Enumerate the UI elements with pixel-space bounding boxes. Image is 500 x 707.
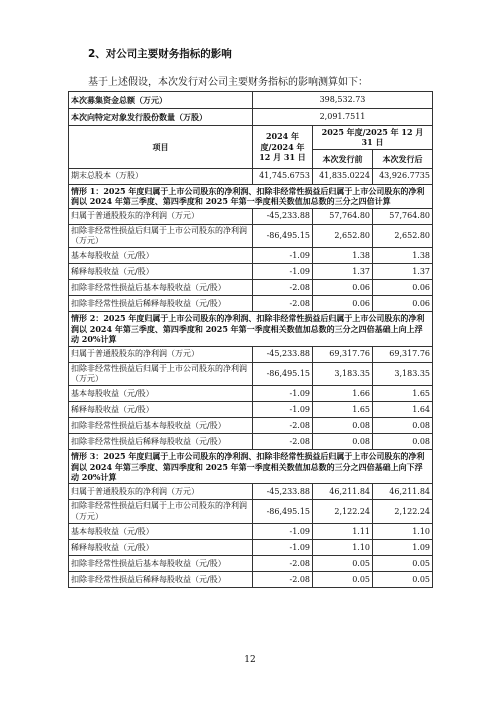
value-before-issue: 0.06 — [313, 296, 373, 312]
table-row — [69, 540, 433, 556]
row-label: 归属于普通股股东的净利润（万元） — [69, 346, 253, 362]
value-2024: -1.09 — [253, 386, 313, 402]
intro-paragraph: 基于上述假设，本次发行对公司主要财务指标的影响测算如下： — [88, 77, 368, 88]
row-label: 基本每股收益（元/股） — [69, 524, 253, 540]
table-row — [69, 524, 433, 540]
header-2024: 2024 年度/2024 年 12 月 31 日 — [253, 126, 313, 169]
value-before-issue: 0.05 — [313, 572, 373, 588]
total-shares-label: 期末总股本（万股） — [69, 168, 253, 184]
table-row — [69, 386, 433, 402]
value-2024: -2.08 — [253, 556, 313, 572]
table-row — [69, 434, 433, 450]
value-before-issue: 1.65 — [313, 402, 373, 418]
row-label: 扣除非经常性损益后基本每股收益（元/股） — [69, 556, 253, 572]
value-before-issue: 1.11 — [313, 524, 373, 540]
value-after-issue: 0.05 — [373, 572, 433, 588]
value-2024: -86,495.15 — [253, 362, 313, 386]
row-label: 归属于普通股股东的净利润（万元） — [69, 484, 253, 500]
value-before-issue: 0.08 — [313, 434, 373, 450]
table-row — [69, 280, 433, 296]
value-2024: -1.09 — [253, 264, 313, 280]
scenario-title-row — [69, 312, 433, 346]
row-label: 扣除非经常性损益后稀释每股收益（元/股） — [69, 572, 253, 588]
row-label: 扣除非经常性损益后稀释每股收益（元/股） — [69, 296, 253, 312]
header-2025: 2025 年度/2025 年 12 月 31 日 — [313, 126, 433, 150]
value-after-issue: 0.08 — [373, 418, 433, 434]
scenario-title: 情形 3：2025 年度归属于上市公司股东的净利润、扣除非经常性损益后归属于上市公司股东的净利润以 2024 年第三季度、第四季度和 2025 年第一季度相关数值加总数的三分之四倍基础上向下浮动 20%计算 — [69, 450, 433, 484]
value-after-issue: 2,652.80 — [373, 224, 433, 248]
header-after-issue: 本次发行后 — [373, 149, 433, 168]
value-2024: -2.08 — [253, 418, 313, 434]
value-before-issue: 0.05 — [313, 556, 373, 572]
row-label: 扣除非经常性损益后稀释每股收益（元/股） — [69, 434, 253, 450]
table-header-row — [69, 126, 433, 150]
value-before-issue: 1.37 — [313, 264, 373, 280]
value-before-issue: 57,764.80 — [313, 208, 373, 224]
value-2024: -2.08 — [253, 280, 313, 296]
value-after-issue: 1.65 — [373, 386, 433, 402]
value-2024: -2.08 — [253, 296, 313, 312]
value-after-issue: 1.38 — [373, 248, 433, 264]
table-row — [69, 109, 433, 126]
value-before-issue: 1.38 — [313, 248, 373, 264]
header-item: 项目 — [69, 126, 253, 169]
value-2024: -1.09 — [253, 248, 313, 264]
value-after-issue: 3,183.35 — [373, 362, 433, 386]
financial-impact-table — [68, 91, 433, 588]
value-after-issue: 2,122.24 — [373, 500, 433, 524]
row-label: 归属于普通股股东的净利润（万元） — [69, 208, 253, 224]
row-label: 基本每股收益（元/股） — [69, 386, 253, 402]
value-2024: -86,495.15 — [253, 500, 313, 524]
total-shares-before: 41,835.0224 — [313, 168, 373, 184]
table-row — [69, 418, 433, 434]
row-label: 扣除非经常性损益后归属于上市公司股东的净利润（万元） — [69, 500, 253, 524]
scenario-title: 情形 1：2025 年度归属于上市公司股东的净利润、扣除非经常性损益后归属于上市公司股东的净利润以 2024 年第三季度、第四季度和 2025 年第一季度相关数值加总数的三分之四倍计算 — [69, 184, 433, 208]
scenario-title-row — [69, 184, 433, 208]
value-after-issue: 0.08 — [373, 434, 433, 450]
value-after-issue: 0.06 — [373, 280, 433, 296]
value-2024: -45,233.88 — [253, 208, 313, 224]
value-after-issue: 57,764.80 — [373, 208, 433, 224]
table-row — [69, 208, 433, 224]
row-label: 扣除非经常性损益后基本每股收益（元/股） — [69, 418, 253, 434]
value-before-issue: 1.10 — [313, 540, 373, 556]
value-2024: -1.09 — [253, 402, 313, 418]
value-2024: -2.08 — [253, 434, 313, 450]
raise-amount-value: 398,532.73 — [253, 92, 433, 109]
section-heading: 2、对公司主要财务指标的影响 — [88, 48, 232, 60]
table-row — [69, 362, 433, 386]
table-row — [69, 402, 433, 418]
issue-shares-label: 本次向特定对象发行股份数量（万股） — [69, 109, 253, 126]
value-after-issue: 46,211.84 — [373, 484, 433, 500]
value-2024: -45,233.88 — [253, 484, 313, 500]
row-label: 稀释每股收益（元/股） — [69, 540, 253, 556]
value-before-issue: 3,183.35 — [313, 362, 373, 386]
value-after-issue: 0.05 — [373, 556, 433, 572]
value-before-issue: 46,211.84 — [313, 484, 373, 500]
raise-amount-label: 本次募集资金总额（万元） — [69, 92, 253, 109]
table-row — [69, 500, 433, 524]
row-label: 扣除非经常性损益后归属于上市公司股东的净利润（万元） — [69, 224, 253, 248]
table-row — [69, 572, 433, 588]
value-before-issue: 69,317.76 — [313, 346, 373, 362]
table-row — [69, 264, 433, 280]
row-label: 基本每股收益（元/股） — [69, 248, 253, 264]
table-row — [69, 296, 433, 312]
row-label: 扣除非经常性损益后基本每股收益（元/股） — [69, 280, 253, 296]
row-label: 稀释每股收益（元/股） — [69, 402, 253, 418]
value-before-issue: 0.06 — [313, 280, 373, 296]
table-row — [69, 248, 433, 264]
value-after-issue: 1.09 — [373, 540, 433, 556]
table-row — [69, 346, 433, 362]
row-label: 扣除非经常性损益后归属于上市公司股东的净利润（万元） — [69, 362, 253, 386]
value-2024: -1.09 — [253, 524, 313, 540]
value-before-issue: 0.08 — [313, 418, 373, 434]
value-after-issue: 69,317.76 — [373, 346, 433, 362]
value-2024: -2.08 — [253, 572, 313, 588]
row-label: 稀释每股收益（元/股） — [69, 264, 253, 280]
value-after-issue: 1.64 — [373, 402, 433, 418]
value-2024: -45,233.88 — [253, 346, 313, 362]
scenario-title: 情形 2：2025 年度归属于上市公司股东的净利润、扣除非经常性损益后归属于上市公司股东的净利润以 2024 年第三季度、第四季度和 2025 年第一季度相关数值加总数的三分之四倍基础上向上浮动 20%计算 — [69, 312, 433, 346]
table-row — [69, 92, 433, 109]
value-before-issue: 2,652.80 — [313, 224, 373, 248]
page-number: 12 — [244, 655, 256, 665]
value-after-issue: 1.37 — [373, 264, 433, 280]
value-2024: -1.09 — [253, 540, 313, 556]
total-shares-after: 43,926.7735 — [373, 168, 433, 184]
scenario-title-row — [69, 450, 433, 484]
header-before-issue: 本次发行前 — [313, 149, 373, 168]
table-row — [69, 168, 433, 184]
value-before-issue: 1.66 — [313, 386, 373, 402]
value-2024: -86,495.15 — [253, 224, 313, 248]
table-row — [69, 224, 433, 248]
value-after-issue: 1.10 — [373, 524, 433, 540]
table-row — [69, 484, 433, 500]
total-shares-2024: 41,745.6753 — [253, 168, 313, 184]
table-row — [69, 556, 433, 572]
issue-shares-value: 2,091.7511 — [253, 109, 433, 126]
value-after-issue: 0.06 — [373, 296, 433, 312]
value-before-issue: 2,122.24 — [313, 500, 373, 524]
